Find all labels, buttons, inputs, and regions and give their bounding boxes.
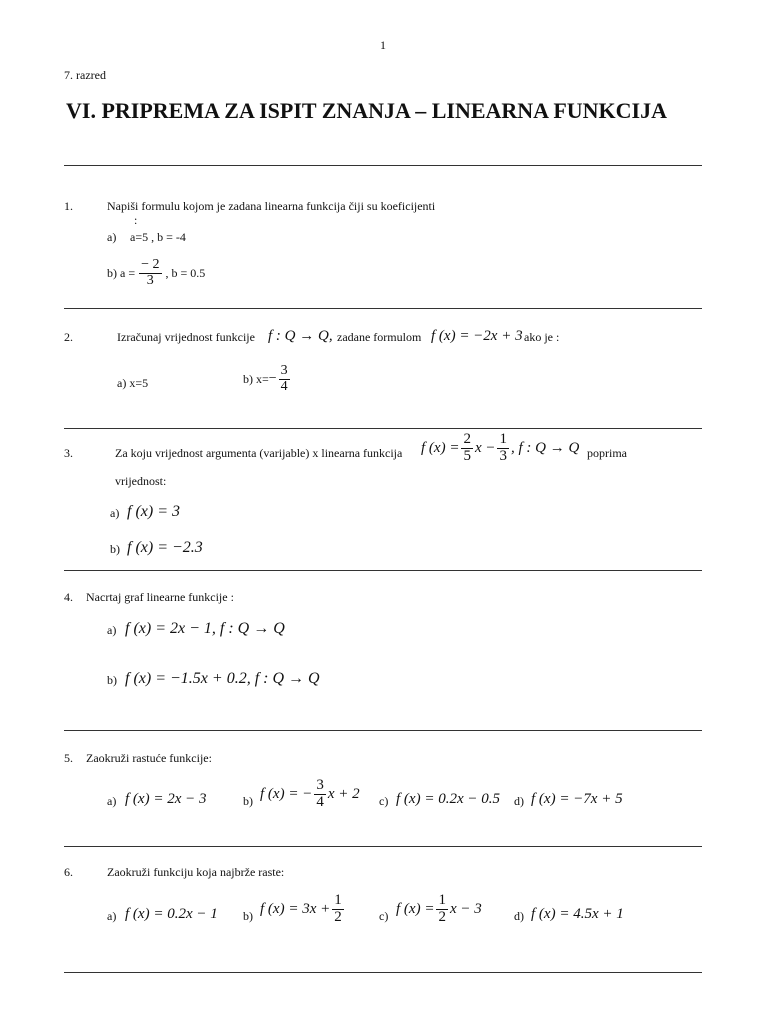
- fraction-numerator: 1: [499, 431, 507, 447]
- question-text: Izračunaj vrijednost funkcije: [117, 330, 255, 344]
- option-c: f (x) = 0.2x − 0.5: [396, 791, 500, 807]
- fraction-denominator: 2: [334, 908, 342, 925]
- fraction: [314, 778, 326, 811]
- option-text: a=5 , b = -4: [130, 230, 186, 244]
- option-b: [260, 893, 346, 926]
- formula-lhs: f (x) =: [421, 439, 460, 456]
- page-number: 1: [380, 38, 386, 52]
- question-number: 3.: [64, 446, 73, 460]
- formula-map: , f : Q → Q: [510, 439, 580, 456]
- option-label: c): [379, 794, 389, 808]
- question-text: Zaokruži rastuće funkcije:: [86, 751, 212, 765]
- function-formula: f (x) = −2x + 3: [431, 328, 523, 344]
- fraction: [139, 258, 161, 288]
- option-label: a): [107, 909, 117, 923]
- option-label: d): [514, 909, 524, 923]
- option-a: a) x=5: [117, 376, 149, 390]
- option-b: [243, 364, 292, 394]
- divider: [64, 570, 702, 571]
- option-b: f (x) = −2.3: [127, 539, 203, 556]
- option-c: [396, 893, 482, 926]
- fraction-numerator: 3: [280, 363, 288, 378]
- option-b-prefix: b) a =: [107, 265, 136, 280]
- option-label: a): [110, 506, 120, 520]
- option-b: [107, 258, 205, 288]
- formula-rest: x + 2: [327, 785, 360, 802]
- option-b-prefix: b) x=: [243, 371, 269, 386]
- divider: [64, 428, 702, 429]
- option-label: c): [379, 909, 389, 923]
- option-a: f (x) = 3: [127, 503, 180, 520]
- question-text: Zaokruži funkciju koja najbrže raste:: [107, 865, 285, 879]
- option-label: a): [107, 623, 117, 637]
- fraction-denominator: 5: [463, 447, 471, 464]
- question-text: ako je :: [524, 330, 560, 344]
- question-text: vrijednost:: [115, 474, 167, 488]
- fraction-numerator: 2: [463, 431, 471, 447]
- fraction-numerator: 1: [334, 892, 342, 908]
- grade-label: 7. razred: [64, 68, 106, 82]
- divider: [64, 730, 702, 731]
- fraction: [497, 432, 509, 465]
- fraction: [332, 893, 344, 926]
- formula-rest: x − 3: [449, 900, 482, 917]
- formula-mid: x −: [474, 439, 496, 456]
- question-text: Napiši formulu kojom je zadana linearna funkcija čiji su koeficijenti: [107, 199, 436, 213]
- question-text: poprima: [587, 446, 627, 460]
- fraction-denominator: 3: [499, 447, 507, 464]
- option-a: f (x) = 0.2x − 1: [125, 906, 218, 922]
- option-b: [260, 778, 360, 811]
- question-text: Nacrtaj graf linearne funkcije :: [86, 590, 234, 604]
- fraction-numerator: 1: [438, 892, 446, 908]
- fraction-denominator: 3: [146, 272, 154, 288]
- option-b: f (x) = −1.5x + 0.2, f : Q → Q: [125, 670, 320, 687]
- question-number: 6.: [64, 865, 73, 879]
- fraction-denominator: 2: [438, 908, 446, 925]
- question-number: 4.: [64, 590, 73, 604]
- option-a: f (x) = 2x − 1, f : Q → Q: [125, 620, 285, 637]
- question-colon: :: [134, 213, 138, 227]
- option-label: b): [243, 909, 253, 923]
- question-number: 2.: [64, 330, 73, 344]
- option-label: d): [514, 794, 524, 808]
- formula-lhs: f (x) =: [396, 900, 435, 917]
- option-d: f (x) = 4.5x + 1: [531, 906, 624, 922]
- function-formula: [421, 432, 579, 465]
- option-label: b): [110, 542, 120, 556]
- fraction-numerator: 3: [316, 777, 324, 793]
- question-number: 5.: [64, 751, 73, 765]
- question-text: zadane formulom: [337, 330, 422, 344]
- fraction-numerator: − 2: [141, 257, 160, 272]
- option-label: a): [107, 794, 117, 808]
- option-label: b): [243, 794, 253, 808]
- fraction: [461, 432, 473, 465]
- fraction-denominator: 4: [316, 793, 324, 810]
- divider: [64, 846, 702, 847]
- fraction: [279, 364, 290, 394]
- question-number: 1.: [64, 199, 73, 213]
- formula-lhs: f (x) = −: [260, 785, 313, 802]
- function-map: f : Q → Q,: [268, 328, 333, 344]
- option-a: f (x) = 2x − 3: [125, 791, 207, 807]
- option-b-suffix: , b = 0.5: [165, 265, 206, 280]
- divider: [64, 308, 702, 309]
- fraction-denominator: 4: [280, 378, 288, 394]
- formula-lhs: f (x) = 3x +: [260, 900, 331, 917]
- minus-sign: −: [268, 371, 277, 387]
- option-d: f (x) = −7x + 5: [531, 791, 623, 807]
- option-label: a): [107, 230, 117, 244]
- divider: [64, 972, 702, 973]
- question-text: Za koju vrijednost argumenta (varijable) x linearna funkcija: [115, 446, 403, 460]
- divider: [64, 165, 702, 166]
- option-label: b): [107, 673, 117, 687]
- fraction: [436, 893, 448, 926]
- page-title: VI. PRIPREMA ZA ISPIT ZNANJA – LINEARNA FUNKCIJA: [66, 98, 668, 123]
